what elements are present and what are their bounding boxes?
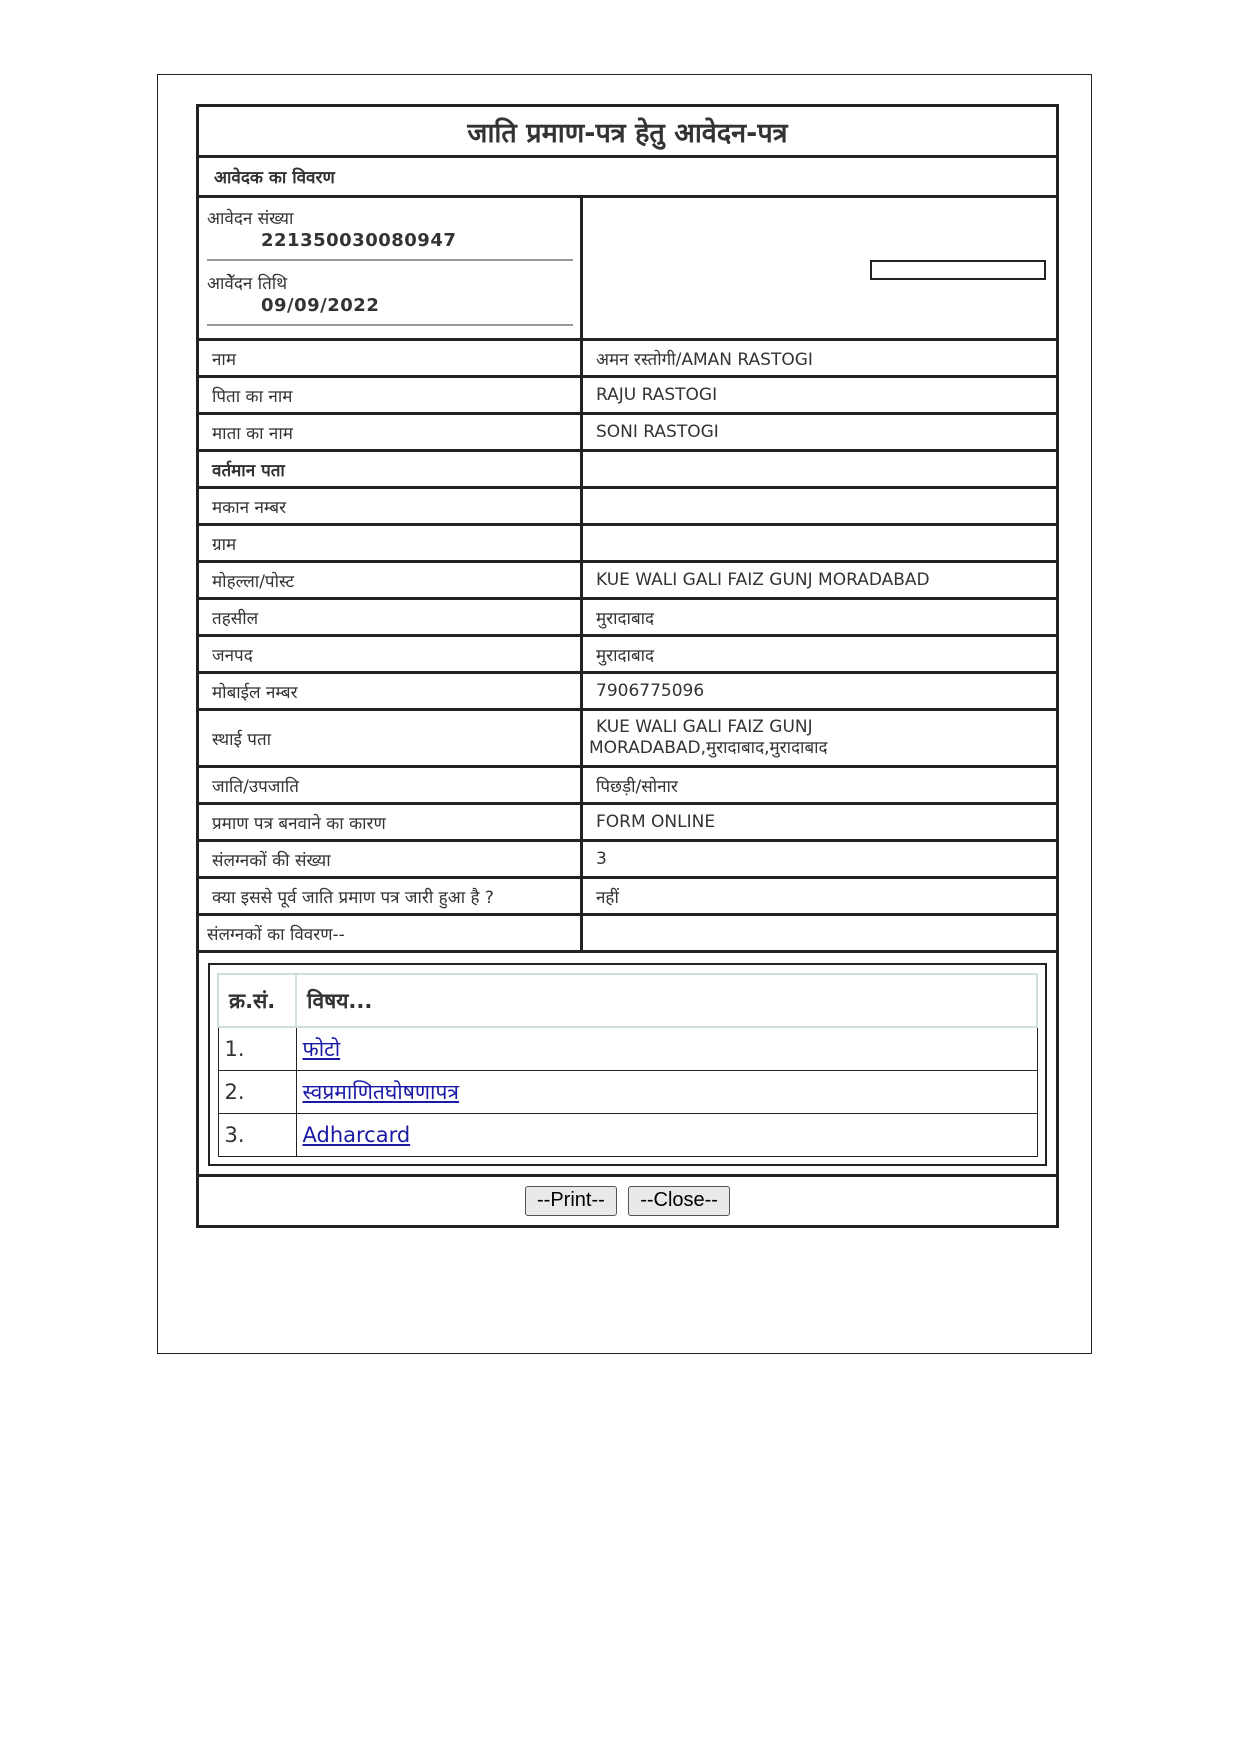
- mobile-label: मोबाईल नम्बर: [198, 673, 582, 710]
- permanent-address-value: [582, 710, 1058, 767]
- attachments-details-label: संलग्नकों का विवरण--: [198, 915, 582, 952]
- district-label: जनपद: [198, 636, 582, 673]
- locality-label: मोहल्ला/पोस्ट: [198, 562, 582, 599]
- permanent-address-line2: MORADABAD,मुरादाबाद,मुरादाबाद: [589, 738, 828, 758]
- photo-placeholder: [870, 260, 1046, 280]
- father-name-value: RAJU RASTOGI: [582, 377, 1058, 414]
- table-row: [218, 1071, 1037, 1114]
- father-name-label: पिता का नाम: [198, 377, 582, 414]
- attachment-link-adharcard[interactable]: Adharcard: [302, 1123, 411, 1147]
- close-button[interactable]: --Close--: [628, 1186, 730, 1216]
- house-number-label: मकान नम्बर: [198, 488, 582, 525]
- permanent-address-line1: KUE WALI GALI FAIZ GUNJ: [596, 717, 813, 737]
- row-subject: [296, 1071, 1037, 1114]
- application-form: [196, 104, 1059, 1228]
- previous-certificate-value: नहीं: [582, 878, 1058, 915]
- table-row: [218, 1027, 1037, 1071]
- photo-cell: [582, 197, 1058, 340]
- print-button[interactable]: --Print--: [525, 1186, 617, 1216]
- village-value: [582, 525, 1058, 562]
- application-number-label: आवेदन संख्या: [207, 209, 294, 229]
- mother-name-value: SONI RASTOGI: [582, 414, 1058, 451]
- attachments-cell: [198, 952, 1058, 1176]
- row-subject: [296, 1114, 1037, 1157]
- row-sn: 1.: [218, 1027, 296, 1071]
- row-sn: 3.: [218, 1114, 296, 1157]
- attachment-count-value: 3: [582, 841, 1058, 878]
- mobile-value: 7906775096: [582, 673, 1058, 710]
- reason-value: FORM ONLINE: [582, 804, 1058, 841]
- attachment-link-declaration[interactable]: स्वप्रमाणितघोषणापत्र: [302, 1080, 460, 1104]
- tehsil-label: तहसील: [198, 599, 582, 636]
- mother-name-label: माता का नाम: [198, 414, 582, 451]
- row-subject: [296, 1027, 1037, 1071]
- attachments-wrapper: [208, 963, 1047, 1166]
- village-label: ग्राम: [198, 525, 582, 562]
- attachment-count-label: संलग्नकों की संख्या: [198, 841, 582, 878]
- caste-label: जाति/उपजाति: [198, 767, 582, 804]
- tehsil-value: मुरादाबाद: [582, 599, 1058, 636]
- application-info-cell: [198, 197, 582, 340]
- house-number-value: [582, 488, 1058, 525]
- page-title: जाति प्रमाण-पत्र हेतु आवेदन-पत्र: [198, 106, 1058, 157]
- previous-certificate-label: क्या इससे पूर्व जाति प्रमाण पत्र जारी हुआ है ?: [198, 878, 582, 915]
- attachments-table: [217, 973, 1038, 1157]
- empty-cell: [582, 451, 1058, 488]
- caste-value: पिछड़ी/सोनार: [582, 767, 1058, 804]
- attachment-link-photo[interactable]: फोटो: [302, 1037, 341, 1061]
- locality-value: KUE WALI GALI FAIZ GUNJ MORADABAD: [582, 562, 1058, 599]
- district-value: मुरादाबाद: [582, 636, 1058, 673]
- name-label: नाम: [198, 340, 582, 377]
- permanent-address-label: स्थाई पता: [198, 710, 582, 767]
- name-value: अमन रस्तोगी/AMAN RASTOGI: [582, 340, 1058, 377]
- application-number-value: 221350030080947: [261, 230, 457, 251]
- divider: [207, 259, 573, 261]
- table-row: [218, 1114, 1037, 1157]
- col-header-subject: विषय...: [296, 974, 1037, 1027]
- row-sn: 2.: [218, 1071, 296, 1114]
- application-date-value: 09/09/2022: [261, 295, 380, 316]
- empty-cell: [582, 915, 1058, 952]
- divider: [207, 324, 573, 326]
- application-date-label: आवेॅदन तिथि: [207, 274, 288, 294]
- col-header-sn: क्र.सं.: [218, 974, 296, 1027]
- current-address-heading: वर्तमान पता: [198, 451, 582, 488]
- buttons-cell: [198, 1176, 1058, 1227]
- reason-label: प्रमाण पत्र बनवाने का कारण: [198, 804, 582, 841]
- applicant-section-heading: आवेदक का विवरण: [198, 157, 1058, 197]
